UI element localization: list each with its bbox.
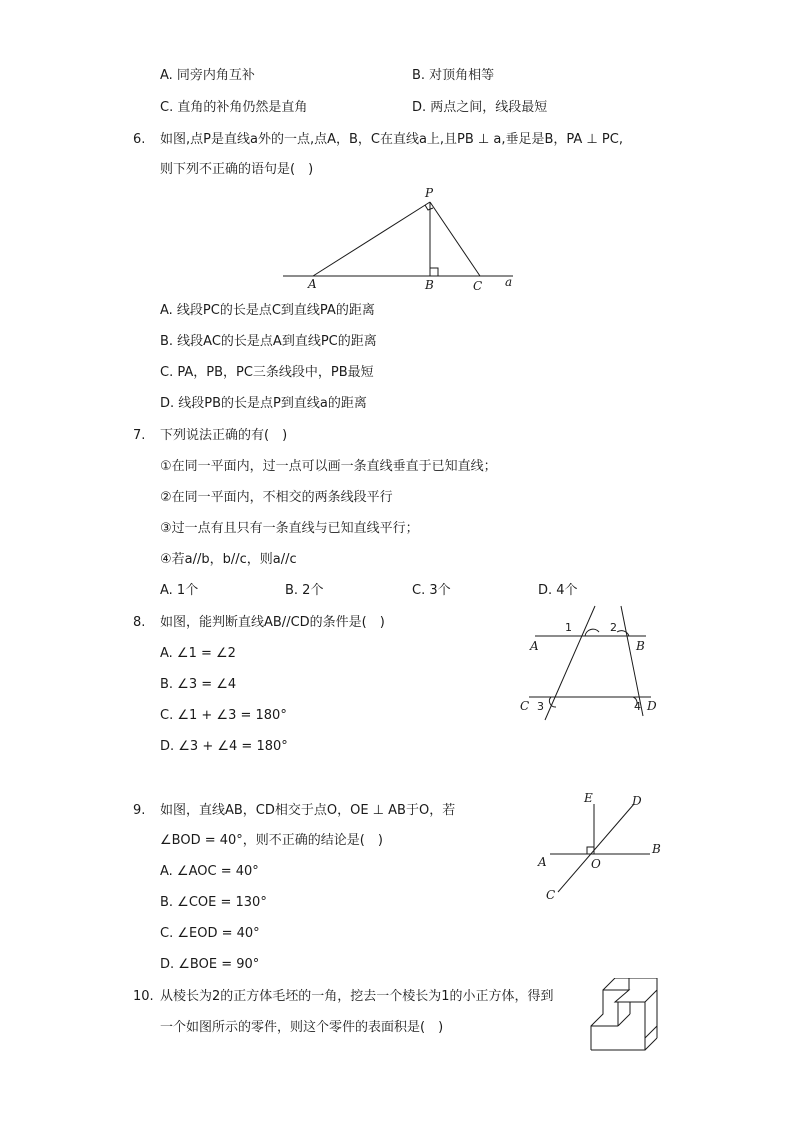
q6-stem-line2: 则下列不正确的语句是( ) <box>160 162 314 177</box>
q6-label-b: B <box>425 278 434 292</box>
q9-label-a: A <box>538 855 547 869</box>
q8-label-d: D <box>647 699 657 713</box>
q6-number: 6. <box>133 132 146 147</box>
q9-label-b: B <box>652 842 661 856</box>
q6-label-a: A <box>308 277 317 291</box>
q6-label-p: P <box>425 186 434 200</box>
q9-label-e: E <box>584 791 593 805</box>
q7-item-3: ③过一点有且只有一条直线与已知直线平行； <box>160 521 419 536</box>
q7-option-c: C. 3个 <box>412 583 451 598</box>
q7-option-a: A. 1个 <box>160 583 199 598</box>
q6-option-c: C. PA，PB，PC三条线段中，PB最短 <box>160 365 374 380</box>
q9-label-c: C <box>546 888 556 902</box>
q6-option-b: B. 线段AC的长是点A到直线PC的距离 <box>160 334 377 349</box>
q8-label-3: 3 <box>537 700 544 713</box>
q7-item-1: ①在同一平面内，过一点可以画一条直线垂直于已知直线； <box>160 459 497 474</box>
q9-figure <box>530 788 670 908</box>
q8-label-b: B <box>636 639 645 653</box>
q9-option-d: D. ∠BOE = 90° <box>160 957 260 972</box>
q7-option-d: D. 4个 <box>538 583 578 598</box>
q10-stem-line1: 从棱长为2的正方体毛坯的一角，挖去一个棱长为1的小正方体，得到 <box>160 989 554 1004</box>
q9-option-c: C. ∠EOD = 40° <box>160 926 260 941</box>
q8-stem: 如图，能判断直线AB//CD的条件是( ) <box>160 615 385 630</box>
q8-option-d: D. ∠3 + ∠4 = 180° <box>160 739 288 754</box>
q8-label-2: 2 <box>610 621 617 634</box>
q8-label-1: 1 <box>565 621 572 634</box>
q7-number: 7. <box>133 428 146 443</box>
q9-label-d: D <box>632 794 642 808</box>
q7-stem: 下列说法正确的有( ) <box>160 428 288 443</box>
q8-number: 8. <box>133 615 146 630</box>
q9-right-angle-o <box>587 847 594 854</box>
q9-stem-line2: ∠BOD = 40°，则不正确的结论是( ) <box>160 833 383 848</box>
q9-option-b: B. ∠COE = 130° <box>160 895 267 910</box>
q8-label-c: C <box>520 699 530 713</box>
q6-label-c: C <box>473 279 483 293</box>
q8-label-a: A <box>530 639 539 653</box>
q10-cube-figure <box>585 978 665 1054</box>
q6-label-line-a: a <box>505 275 513 289</box>
q5-option-a: A. 同旁内角互补 <box>160 68 255 83</box>
q6-right-angle-p <box>425 205 433 210</box>
q6-option-d: D. 线段PB的长是点P到直线a的距离 <box>160 396 367 411</box>
q6-segment-pa <box>313 202 430 276</box>
q9-number: 9. <box>133 803 146 818</box>
q6-right-angle-b <box>430 268 438 276</box>
q10-number: 10. <box>133 989 154 1004</box>
q5-option-b: B. 对顶角相等 <box>412 68 495 83</box>
q7-item-4: ④若a//b，b//c，则a//c <box>160 552 297 567</box>
q5-option-c: C. 直角的补角仍然是直角 <box>160 100 308 115</box>
q6-option-a: A. 线段PC的长是点C到直线PA的距离 <box>160 303 375 318</box>
q7-option-b: B. 2个 <box>285 583 324 598</box>
q8-angle-arc-1 <box>585 629 599 636</box>
q9-stem-line1: 如图，直线AB，CD相交于点O，OE ⊥ AB于O，若 <box>160 803 456 818</box>
q5-option-d: D. 两点之间，线段最短 <box>412 100 548 115</box>
q8-option-a: A. ∠1 = ∠2 <box>160 646 236 661</box>
q8-option-c: C. ∠1 + ∠3 = 180° <box>160 708 287 723</box>
q6-figure <box>275 183 525 295</box>
q8-figure <box>515 600 665 725</box>
q7-item-2: ②在同一平面内，不相交的两条线段平行 <box>160 490 393 505</box>
q8-option-b: B. ∠3 = ∠4 <box>160 677 237 692</box>
q10-stem-line2: 一个如图所示的零件，则这个零件的表面积是( ) <box>160 1020 444 1035</box>
q9-line-cd <box>558 804 634 892</box>
q6-segment-pc <box>430 202 480 276</box>
q8-label-4: 4 <box>634 700 641 713</box>
q6-stem-line1: 如图,点P是直线a外的一点,点A，B，C在直线a上,且PB ⊥ a,垂足是B，PA ⊥ PC, <box>160 132 623 147</box>
q9-label-o: O <box>591 857 601 871</box>
q9-option-a: A. ∠AOC = 40° <box>160 864 259 879</box>
